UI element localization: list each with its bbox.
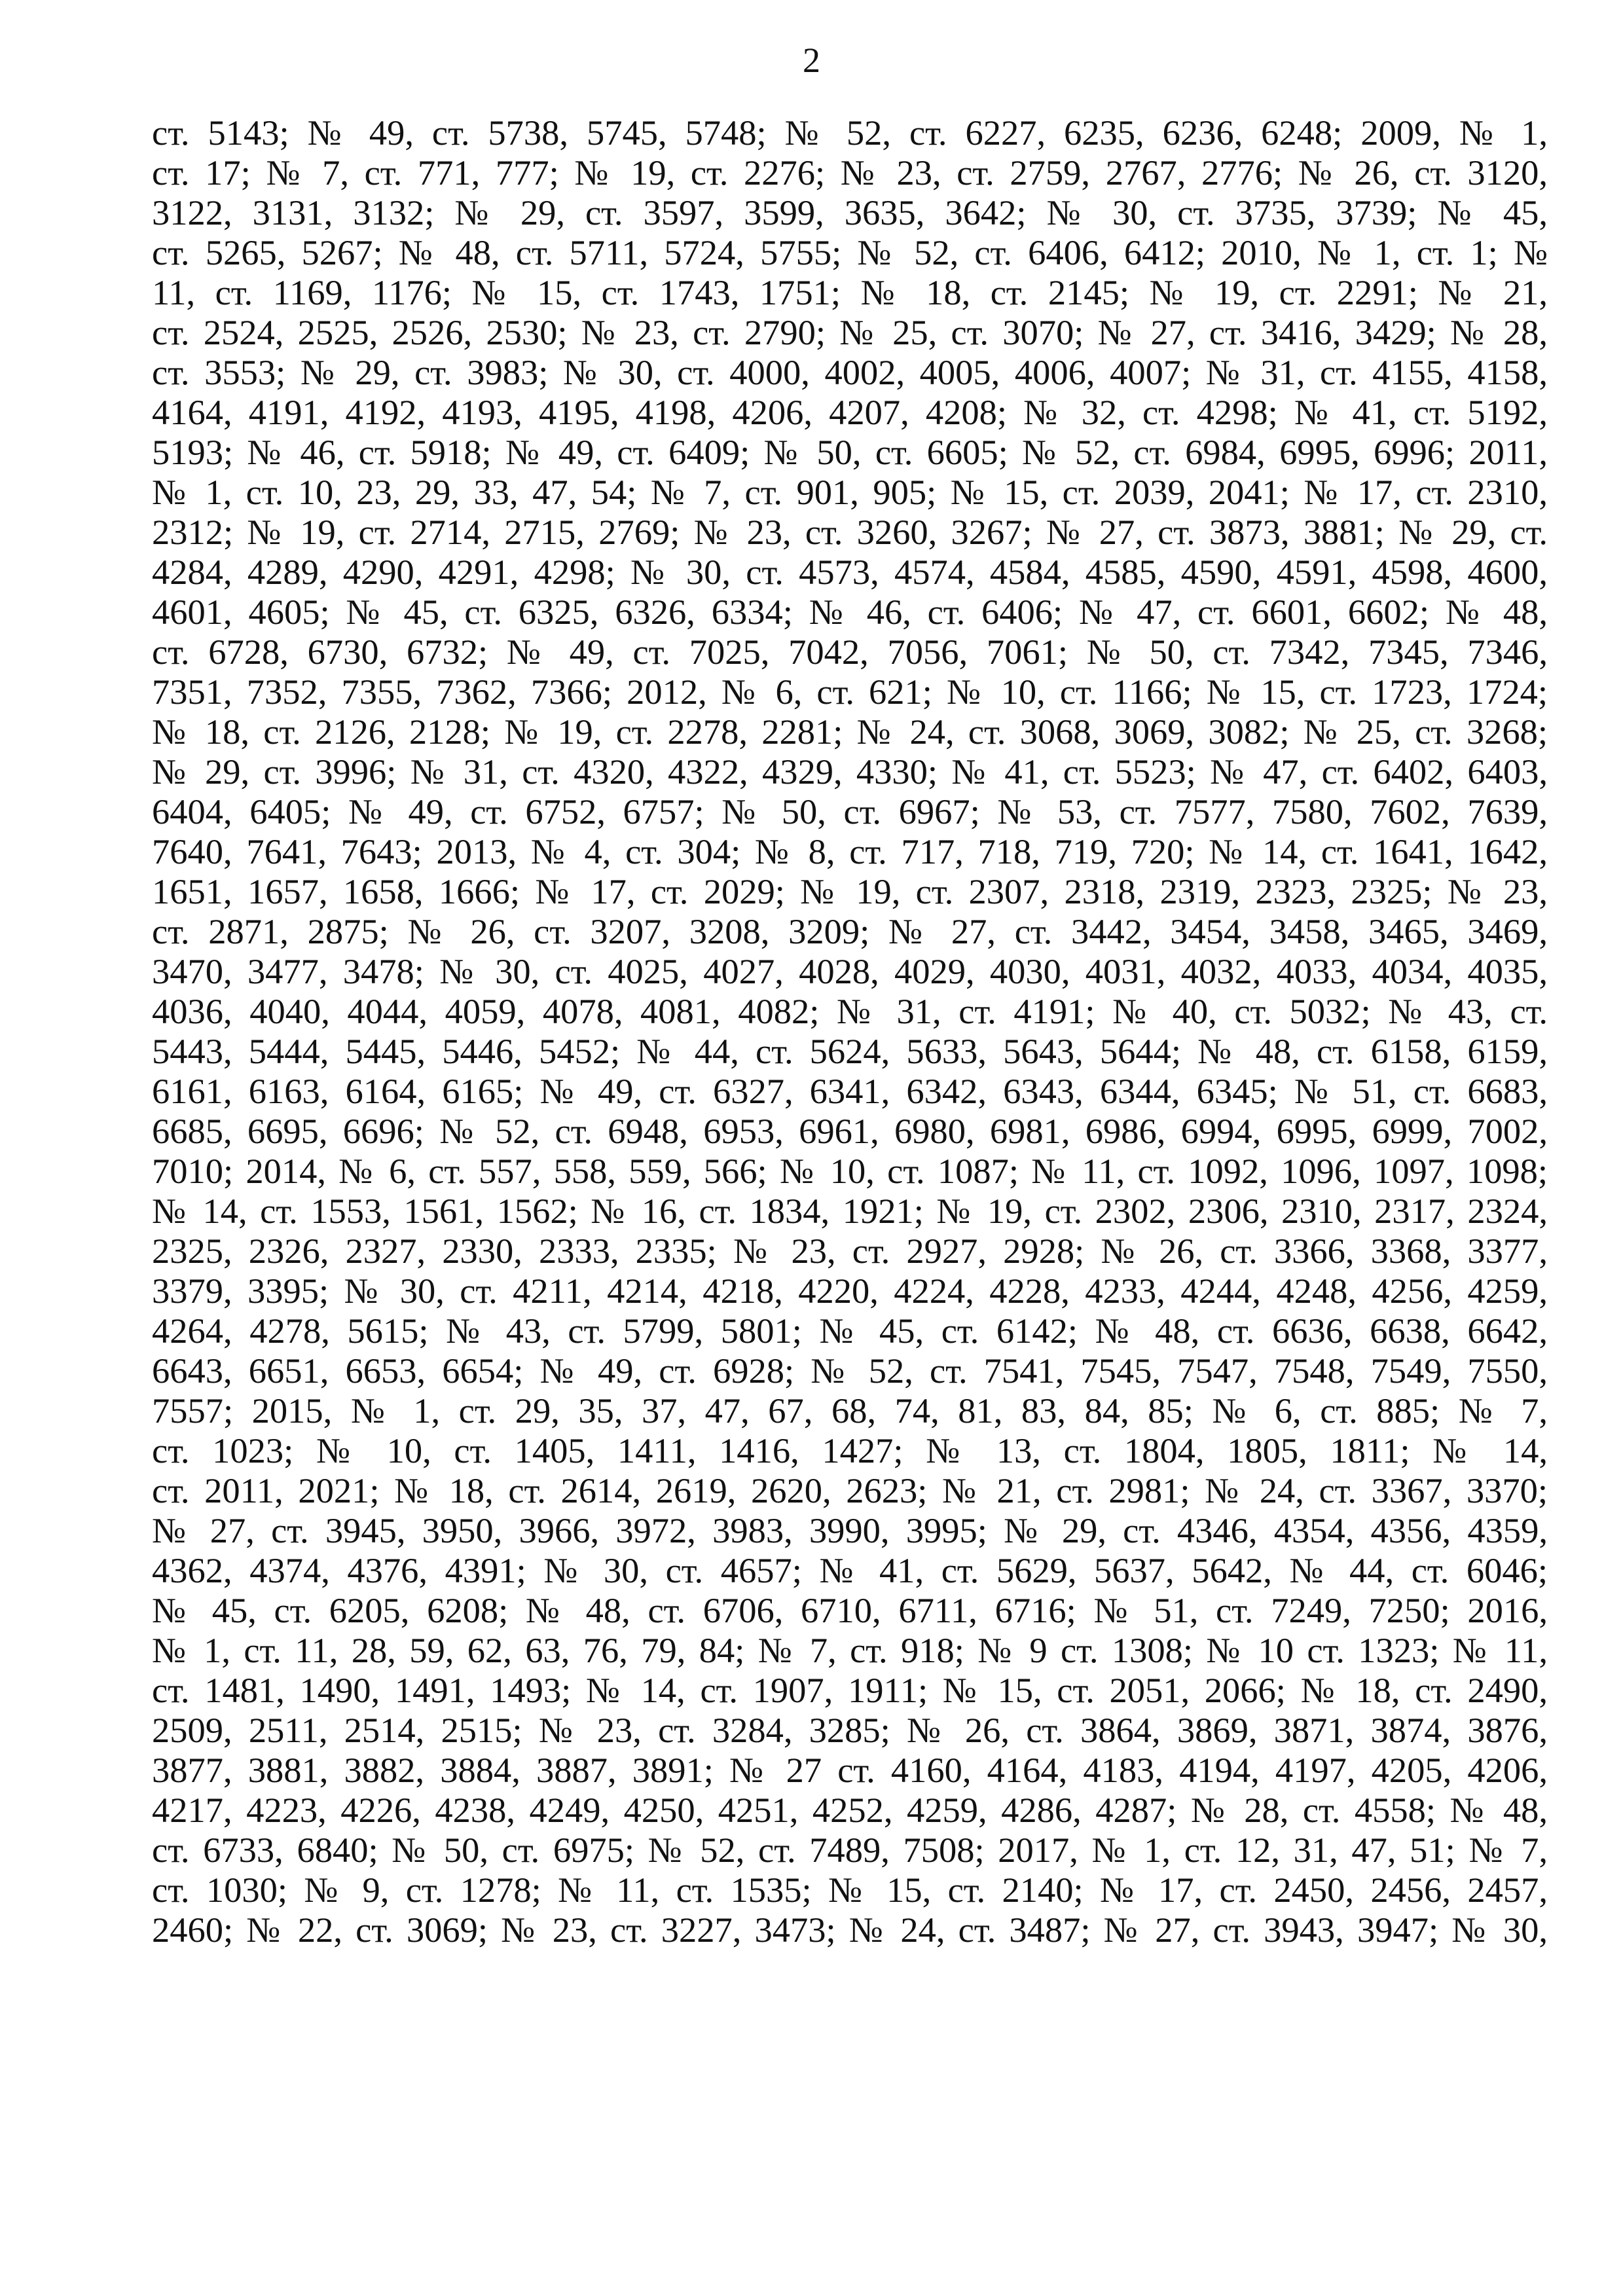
text-line: ст. 6728, 6730, 6732; № 49, ст. 7025, 7042, 7056, 7061; № 50, ст. 7342, 7345, 7346, xyxy=(152,632,1548,672)
text-line: ст. 6733, 6840; № 50, ст. 6975; № 52, ст. 7489, 7508; 2017, № 1, ст. 12, 31, 47, 51; № 7, xyxy=(152,1830,1548,1870)
text-line: № 14, ст. 1553, 1561, 1562; № 16, ст. 1834, 1921; № 19, ст. 2302, 2306, 2310, 2317, 2324, xyxy=(152,1191,1548,1231)
text-line: 4284, 4289, 4290, 4291, 4298; № 30, ст. 4573, 4574, 4584, 4585, 4590, 4591, 4598, 4600, xyxy=(152,552,1548,592)
text-line: 4362, 4374, 4376, 4391; № 30, ст. 4657; № 41, ст. 5629, 5637, 5642, № 44, ст. 6046; xyxy=(152,1550,1548,1590)
text-line: 3470, 3477, 3478; № 30, ст. 4025, 4027, 4028, 4029, 4030, 4031, 4032, 4033, 4034, 4035, xyxy=(152,951,1548,991)
text-line: 7640, 7641, 7643; 2013, № 4, ст. 304; № 8, ст. 717, 718, 719, 720; № 14, ст. 1641, 1642, xyxy=(152,831,1548,871)
text-line: ст. 3553; № 29, ст. 3983; № 30, ст. 4000, 4002, 4005, 4006, 4007; № 31, ст. 4155, 4158, xyxy=(152,352,1548,392)
text-line: 6685, 6695, 6696; № 52, ст. 6948, 6953, 6961, 6980, 6981, 6986, 6994, 6995, 6999, 7002, xyxy=(152,1111,1548,1151)
text-line: 5443, 5444, 5445, 5446, 5452; № 44, ст. 5624, 5633, 5643, 5644; № 48, ст. 6158, 6159, xyxy=(152,1031,1548,1071)
text-line: ст. 2524, 2525, 2526, 2530; № 23, ст. 2790; № 25, ст. 3070; № 27, ст. 3416, 3429; № 28, xyxy=(152,312,1548,352)
text-line: 4164, 4191, 4192, 4193, 4195, 4198, 4206, 4207, 4208; № 32, ст. 4298; № 41, ст. 5192, xyxy=(152,392,1548,432)
text-line: 2509, 2511, 2514, 2515; № 23, ст. 3284, 3285; № 26, ст. 3864, 3869, 3871, 3874, 3876, xyxy=(152,1710,1548,1750)
text-line: 7557; 2015, № 1, ст. 29, 35, 37, 47, 67, 68, 74, 81, 83, 84, 85; № 6, ст. 885; № 7, xyxy=(152,1391,1548,1430)
text-line: ст. 5265, 5267; № 48, ст. 5711, 5724, 5755; № 52, ст. 6406, 6412; 2010, № 1, ст. 1; № xyxy=(152,232,1548,272)
text-line: ст. 2011, 2021; № 18, ст. 2614, 2619, 2620, 2623; № 21, ст. 2981; № 24, ст. 3367, 3370; xyxy=(152,1470,1548,1510)
body-text xyxy=(152,113,1548,1950)
text-line: 11, ст. 1169, 1176; № 15, ст. 1743, 1751; № 18, ст. 2145; № 19, ст. 2291; № 21, xyxy=(152,272,1548,312)
text-line: 5193; № 46, ст. 5918; № 49, ст. 6409; № 50, ст. 6605; № 52, ст. 6984, 6995, 6996; 2011, xyxy=(152,432,1548,472)
text-line: ст. 5143; № 49, ст. 5738, 5745, 5748; № 52, ст. 6227, 6235, 6236, 6248; 2009, № 1, xyxy=(152,113,1548,153)
text-line: 3122, 3131, 3132; № 29, ст. 3597, 3599, 3635, 3642; № 30, ст. 3735, 3739; № 45, xyxy=(152,192,1548,232)
text-line: ст. 2871, 2875; № 26, ст. 3207, 3208, 3209; № 27, ст. 3442, 3454, 3458, 3465, 3469, xyxy=(152,911,1548,951)
text-line: № 18, ст. 2126, 2128; № 19, ст. 2278, 2281; № 24, ст. 3068, 3069, 3082; № 25, ст. 3268; xyxy=(152,712,1548,752)
text-line: 1651, 1657, 1658, 1666; № 17, ст. 2029; № 19, ст. 2307, 2318, 2319, 2323, 2325; № 23, xyxy=(152,871,1548,911)
text-line: 3877, 3881, 3882, 3884, 3887, 3891; № 27 ст. 4160, 4164, 4183, 4194, 4197, 4205, 4206, xyxy=(152,1750,1548,1790)
text-line: ст. 17; № 7, ст. 771, 777; № 19, ст. 2276; № 23, ст. 2759, 2767, 2776; № 26, ст. 3120, xyxy=(152,153,1548,192)
text-line: ст. 1481, 1490, 1491, 1493; № 14, ст. 1907, 1911; № 15, ст. 2051, 2066; № 18, ст. 2490, xyxy=(152,1670,1548,1710)
text-line: № 29, ст. 3996; № 31, ст. 4320, 4322, 4329, 4330; № 41, ст. 5523; № 47, ст. 6402, 6403, xyxy=(152,752,1548,792)
text-line: № 45, ст. 6205, 6208; № 48, ст. 6706, 6710, 6711, 6716; № 51, ст. 7249, 7250; 2016, xyxy=(152,1590,1548,1630)
text-line: 4264, 4278, 5615; № 43, ст. 5799, 5801; № 45, ст. 6142; № 48, ст. 6636, 6638, 6642, xyxy=(152,1311,1548,1351)
text-line: № 1, ст. 10, 23, 29, 33, 47, 54; № 7, ст. 901, 905; № 15, ст. 2039, 2041; № 17, ст. 2310, xyxy=(152,472,1548,512)
text-line: ст. 1030; № 9, ст. 1278; № 11, ст. 1535; № 15, ст. 2140; № 17, ст. 2450, 2456, 2457, xyxy=(152,1870,1548,1910)
text-line: № 27, ст. 3945, 3950, 3966, 3972, 3983, 3990, 3995; № 29, ст. 4346, 4354, 4356, 4359, xyxy=(152,1510,1548,1550)
text-line: 2325, 2326, 2327, 2330, 2333, 2335; № 23, ст. 2927, 2928; № 26, ст. 3366, 3368, 3377, xyxy=(152,1231,1548,1271)
text-line: 6643, 6651, 6653, 6654; № 49, ст. 6928; № 52, ст. 7541, 7545, 7547, 7548, 7549, 7550, xyxy=(152,1351,1548,1391)
text-line: 7351, 7352, 7355, 7362, 7366; 2012, № 6, ст. 621; № 10, ст. 1166; № 15, ст. 1723, 1724; xyxy=(152,672,1548,712)
text-line: 3379, 3395; № 30, ст. 4211, 4214, 4218, 4220, 4224, 4228, 4233, 4244, 4248, 4256, 4259, xyxy=(152,1271,1548,1311)
text-line: 6404, 6405; № 49, ст. 6752, 6757; № 50, ст. 6967; № 53, ст. 7577, 7580, 7602, 7639, xyxy=(152,792,1548,831)
text-line: 4217, 4223, 4226, 4238, 4249, 4250, 4251, 4252, 4259, 4286, 4287; № 28, ст. 4558; № 48, xyxy=(152,1790,1548,1830)
text-line: 6161, 6163, 6164, 6165; № 49, ст. 6327, 6341, 6342, 6343, 6344, 6345; № 51, ст. 6683, xyxy=(152,1071,1548,1111)
page-number: 2 xyxy=(803,41,820,80)
text-line: 2460; № 22, ст. 3069; № 23, ст. 3227, 3473; № 24, ст. 3487; № 27, ст. 3943, 3947; № 30, xyxy=(152,1910,1548,1950)
text-line: 2312; № 19, ст. 2714, 2715, 2769; № 23, ст. 3260, 3267; № 27, ст. 3873, 3881; № 29, ст. xyxy=(152,512,1548,552)
text-line: № 1, ст. 11, 28, 59, 62, 63, 76, 79, 84; № 7, ст. 918; № 9 ст. 1308; № 10 ст. 1323; № 11, xyxy=(152,1630,1548,1670)
text-line: 4601, 4605; № 45, ст. 6325, 6326, 6334; № 46, ст. 6406; № 47, ст. 6601, 6602; № 48, xyxy=(152,592,1548,632)
text-line: 4036, 4040, 4044, 4059, 4078, 4081, 4082; № 31, ст. 4191; № 40, ст. 5032; № 43, ст. xyxy=(152,991,1548,1031)
text-line: ст. 1023; № 10, ст. 1405, 1411, 1416, 1427; № 13, ст. 1804, 1805, 1811; № 14, xyxy=(152,1430,1548,1470)
text-line: 7010; 2014, № 6, ст. 557, 558, 559, 566; № 10, ст. 1087; № 11, ст. 1092, 1096, 1097, 1098; xyxy=(152,1151,1548,1191)
